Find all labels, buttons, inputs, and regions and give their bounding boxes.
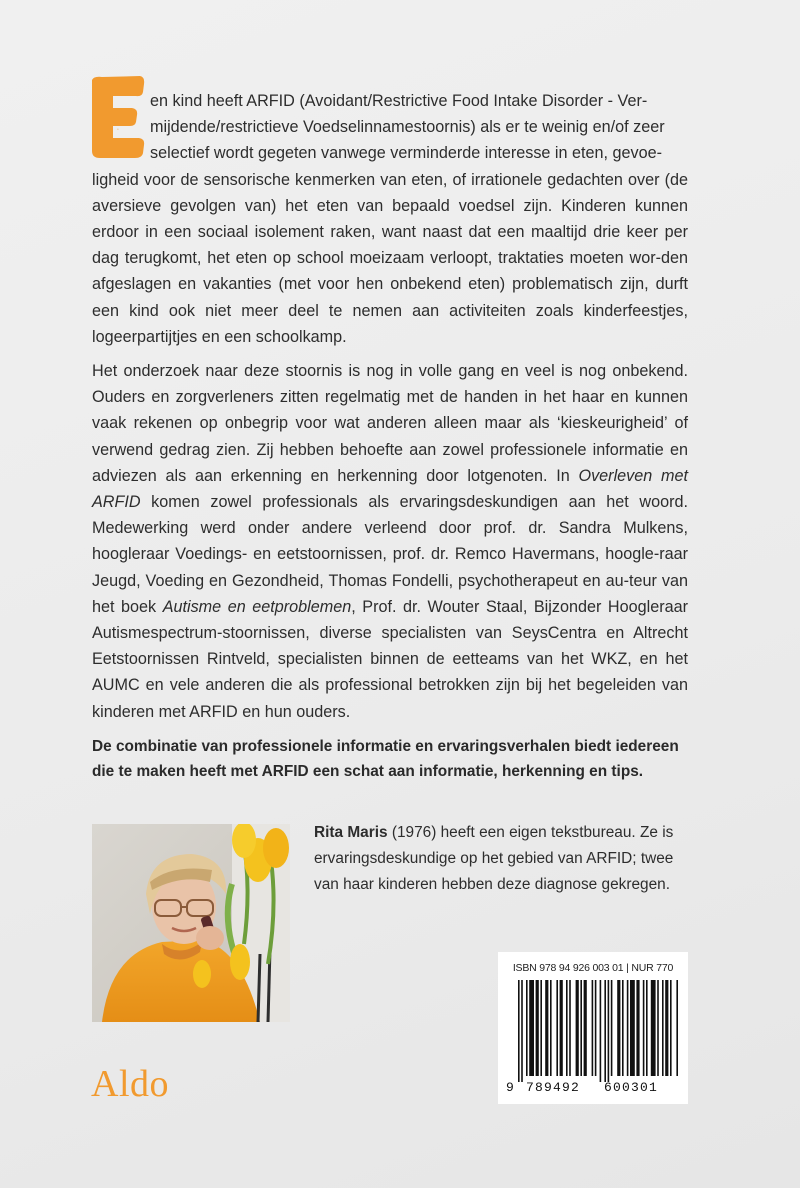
barcode-digit-first: 9	[506, 1080, 516, 1095]
barcode-bar	[580, 980, 582, 1076]
intro-paragraph	[92, 88, 688, 350]
author-bio-text: (1976) heeft een eigen tekstbureau. Ze is ervaringsdeskundige op het gebied van ARFID; twee van haar kinderen hebben deze diagnose gekregen.	[314, 824, 674, 893]
summary-paragraph: De combinatie van professionele informatie en ervaringsverhalen biedt iedereen die te maken heeft met ARFID een schat aan informatie, herkenning en tips.	[92, 738, 679, 780]
barcode-bar	[526, 980, 528, 1076]
isbn-barcode	[498, 952, 688, 1104]
barcode-bar	[576, 980, 579, 1076]
author-bio	[314, 820, 694, 898]
publisher-logo: Aldo	[91, 1063, 169, 1105]
barcode-bar	[646, 980, 648, 1076]
body-text-1: Het onderzoek naar deze stoornis is nog in volle gang en veel is nog onbekend. Ouders en zorgverleners zitten regelmatig met de handen in het haar en kunnen vaak rekenen op onbegrip voor wat anderen alleen maar als ‘kieskeurigheid’ of verwend gedrag zien. Zij hebben behoefte aan zowel professionele informatie en adviezen als aan erkenning en herkenning door lotgenoten. In	[92, 362, 688, 485]
barcode-bar	[592, 980, 594, 1076]
intro-line-2: mijdende/restrictieve Voedselinnamestoornis) als er te weinig en/of zeer	[150, 118, 665, 137]
body-paragraph	[92, 358, 688, 725]
barcode-bar	[521, 980, 523, 1082]
barcode-bar	[627, 980, 629, 1076]
barcode-bar	[560, 980, 563, 1076]
barcode-bar	[665, 980, 668, 1076]
svg-text:E: E	[117, 129, 119, 131]
barcode-bar	[550, 980, 552, 1076]
barcode-bar	[569, 980, 571, 1076]
intro-line-1: en kind heeft ARFID (Avoidant/Restrictive Food Intake Disorder - Ver-	[150, 92, 648, 110]
barcode-bar	[643, 980, 645, 1076]
barcode-bar	[600, 980, 602, 1082]
barcode-bar	[529, 980, 534, 1076]
intro-rest: ligheid voor de sensorische kenmerken van eten, of irrationele gedachten over (de aversieve gevolgen van) het eten van bepaald voedsel zijn. Kinderen kunnen erdoor in een sociaal isolement raken, want naast dat een maaltijd drie keer per dag terugkomt, het eten op school moeizaam verloopt, traktaties moeten wor-den afgeslagen en vakanties (met voor hen onbekend eten) problematisch zijn, durft een kind ook niet meer deel te nemen aan activiteiten zoals kinderfeestjes, logeerpartijtjes en een schoolkamp.	[92, 170, 688, 346]
barcode-bar	[651, 980, 656, 1076]
barcode-bar	[670, 980, 672, 1076]
barcode-bar	[518, 980, 520, 1082]
barcode-bar	[622, 980, 624, 1076]
barcode-bar	[630, 980, 635, 1076]
barcode-bar	[566, 980, 568, 1076]
barcode-bar	[611, 980, 613, 1076]
barcode-bar	[657, 980, 659, 1076]
barcode-bar	[636, 980, 639, 1076]
barcode-bar	[676, 980, 678, 1076]
barcode-bar	[584, 980, 587, 1076]
author-name: Rita Maris	[314, 824, 388, 841]
barcode-bar	[662, 980, 664, 1076]
barcode-bar	[540, 980, 542, 1076]
referenced-book-italic: Autisme en eetproblemen	[162, 597, 352, 616]
barcode-bar	[608, 980, 610, 1082]
intro-line-3: selectief wordt gegeten vanwege verminderde interesse in eten, gevoe-	[150, 144, 663, 163]
barcode-digits-left: 789492	[526, 1080, 581, 1095]
book-title-italic: Overleven met ARFID	[92, 466, 688, 512]
barcode-digits-right: 600301	[604, 1080, 659, 1095]
barcode-bar	[556, 980, 558, 1076]
isbn-label: ISBN 978 94 926 003 01 | NUR 770	[512, 962, 674, 974]
barcode-bar	[536, 980, 539, 1076]
barcode-bar	[604, 980, 606, 1082]
author-photo	[92, 824, 290, 1022]
barcode-bar	[595, 980, 597, 1076]
barcode-bar	[545, 980, 548, 1076]
body-text-2: komen zowel professionals als ervaringsdeskundigen aan het woord. Medewerking werd onder andere verleend door prof. dr. Sandra Mulkens, hoogleraar Voedings- en eetstoornissen, prof. dr. Remco Havermans, hoogle-raar Jeugd, Voeding en Gezondheid, Thomas Fondelli, psychotherapeut en au-teur van het boek	[92, 493, 688, 616]
body-text-3: , Prof. dr. Wouter Staal, Bijzonder Hoogleraar Autismespectrum-stoornissen, diverse specialisten van SeysCentra en Altrecht Eetstoornissen Rintveld, specialisten binnen de eetteams van het WKZ, en het AUMC en vele anderen die als professional betrokken zijn bij het begeleiden van kinderen met ARFID en hun ouders.	[92, 597, 688, 721]
barcode-bar	[617, 980, 620, 1076]
